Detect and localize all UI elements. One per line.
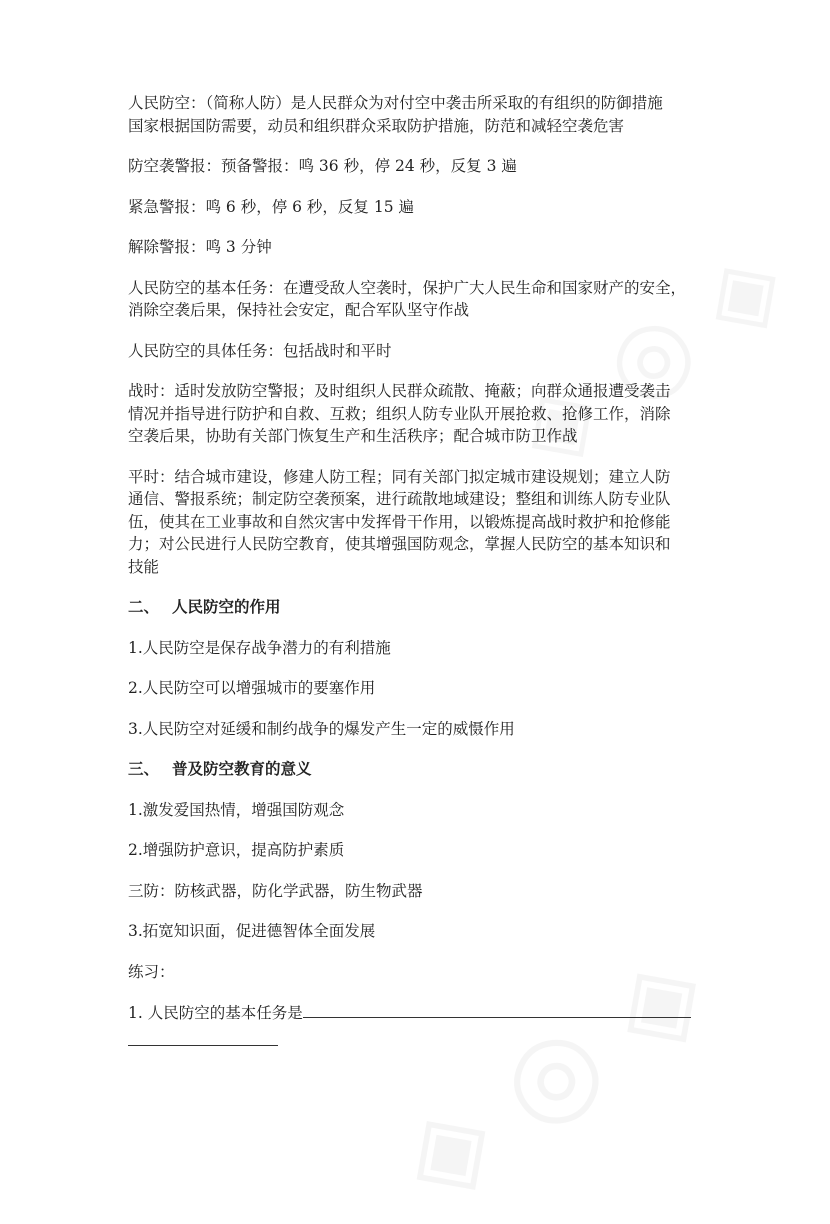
peacetime-line: 通信、警报系统；制定防空袭预案，进行疏散地域建设；整组和训练人防专业队 [128,490,671,508]
list-item: 3.拓宽知识面，促进德智体全面发展 [128,922,376,940]
section-number: 三、 [128,760,160,778]
answer-blank [128,1029,278,1046]
peacetime-line: 技能 [128,557,160,576]
section-heading-3 [128,758,708,781]
wartime-line: 情况并指导进行防护和自救、互救；组织人防专业队开展抢救、抢修工作，消除 [128,404,671,423]
alarm-release: 解除警报：鸣 3 分钟 [128,238,272,256]
question-text: 1. 人民防空的基本任务是 [128,1004,303,1022]
answer-blank-row [128,1029,708,1053]
list-item: 1.激发爱国热情，增强国防观念 [128,800,345,819]
section-number: 二、 [128,598,160,616]
answer-blank [303,1001,691,1018]
wartime-line: 空袭后果，协助有关部门恢复生产和生活秩序；配合城市防卫作战 [128,427,578,445]
document-body [128,92,708,1052]
list-item: 2.增强防护意识，提高防护素质 [128,841,345,859]
wartime-paragraph [128,380,708,448]
exercise-label: 练习： [128,962,175,981]
list-item: 2.人民防空可以增强城市的要塞作用 [128,679,376,697]
peacetime-line: 伍，使其在工业事故和自然灾害中发挥骨干作用，以锻炼提高战时救护和抢修能 [128,512,671,531]
basic-task-line: 消除空袭后果，保持社会安定，配合军队坚守作战 [128,301,470,319]
section-title: 普及防空教育的意义 [172,760,312,778]
list-item: 1.人民防空是保存战争潜力的有利措施 [128,638,391,657]
basic-task-line: 人民防空的基本任务：在遭受敌人空袭时，保护广大人民生命和国家财产的安全， [128,278,687,297]
alarm-prepare: 防空袭警报：预备警报：鸣 36 秒，停 24 秒，反复 3 遍 [128,157,517,175]
three-defense-note: 三防：防核武器，防化学武器，防生物武器 [128,881,423,900]
alarm-urgent: 紧急警报：鸣 6 秒，停 6 秒，反复 15 遍 [128,197,415,216]
exercise-question-1 [128,1001,708,1052]
section-heading-2 [128,596,708,619]
specific-task: 人民防空的具体任务：包括战时和平时 [128,341,392,360]
basic-task-paragraph [128,277,708,322]
list-item: 3.人民防空对延缓和制约战争的爆发产生一定的威慑作用 [128,719,515,738]
wartime-line: 战时：适时发放防空警报；及时组织人民群众疏散、掩蔽；向群众通报遭受袭击 [128,382,671,400]
intro-line: 人民防空：（简称人防）是人民群众为对付空中袭击所采取的有组织的防御措施 [128,94,663,112]
peacetime-line: 平时：结合城市建设，修建人防工程；同有关部门拟定城市建设规划；建立人防 [128,467,671,486]
peacetime-line: 力；对公民进行人民防空教育，使其增强国防观念，掌握人民防空的基本知识和 [128,535,671,553]
intro-paragraph [128,92,708,137]
intro-line: 国家根据国防需要，动员和组织群众采取防护措施，防范和减轻空袭危害 [128,116,625,135]
section-title: 人民防空的作用 [172,598,281,616]
peacetime-paragraph [128,466,708,579]
